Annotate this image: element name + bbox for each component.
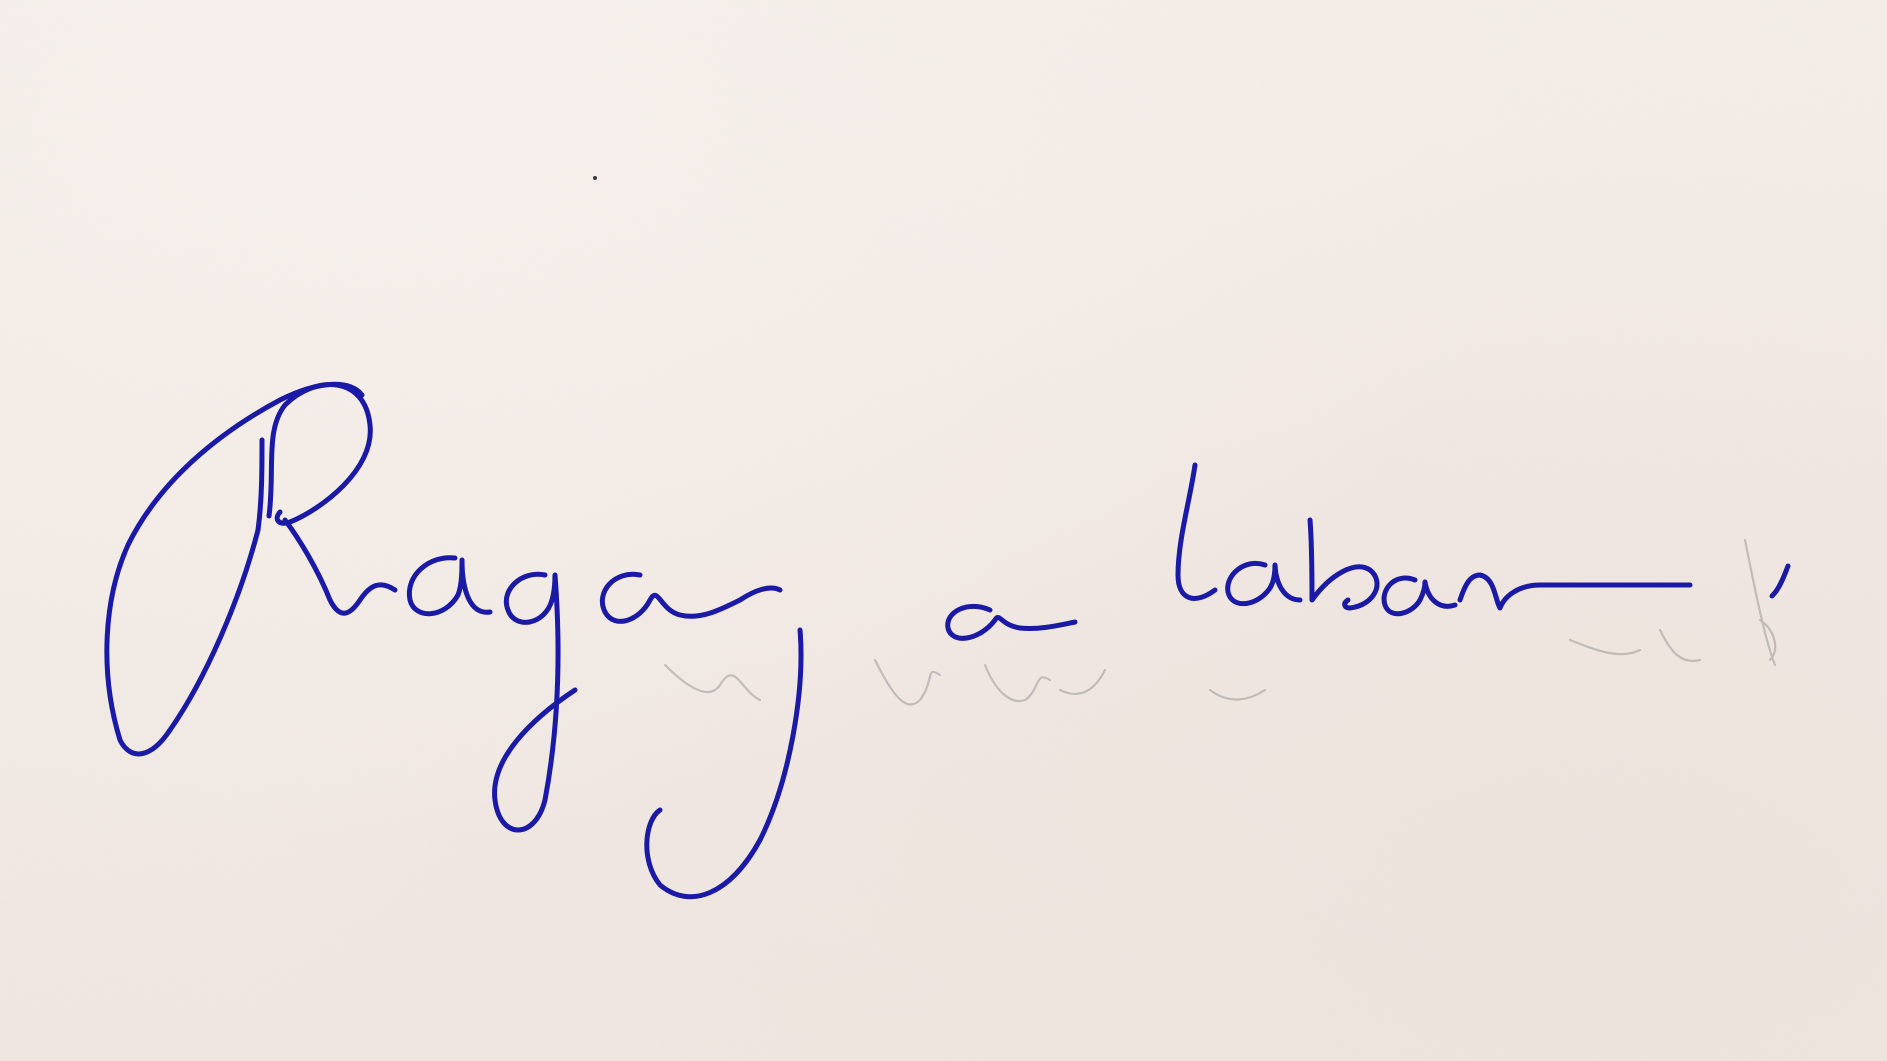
paper-speck — [593, 176, 597, 180]
